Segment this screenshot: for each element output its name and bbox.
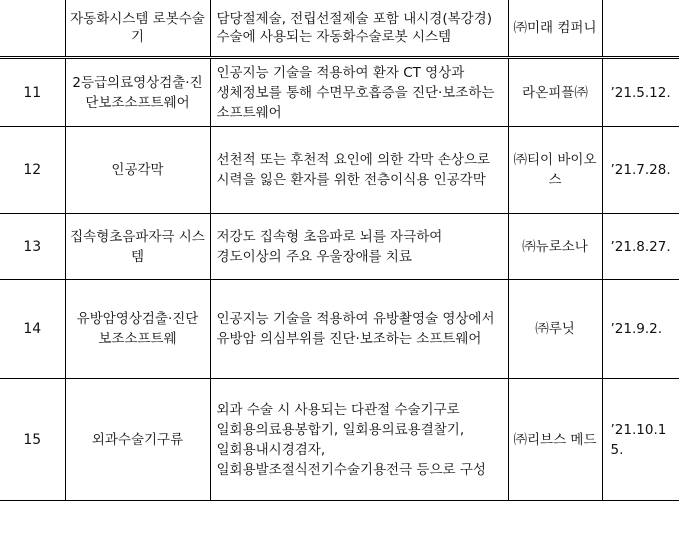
cell-desc: 저강도 집속형 초음파로 뇌를 자극하여 경도이상의 주요 우울장애를 치료	[210, 214, 508, 280]
cell-desc: 선천적 또는 후천적 요인에 의한 각막 손상으로 시력을 잃은 환자를 위한 전층이식용 인공각막	[210, 127, 508, 214]
cell-company: ㈜티이 바이오스	[508, 127, 602, 214]
cell-date: ’21.9.2.	[602, 280, 679, 379]
table-row	[0, 379, 679, 501]
table-row	[0, 58, 679, 127]
cell-desc: 외과 수술 시 사용되는 다관절 수술기구로 일회용의료용봉합기, 일회용의료용결찰기, 일회용내시경겸자, 일회용발조절식전기수술기용전극 등으로 구성	[210, 379, 508, 501]
cell-company: 라온피플㈜	[508, 58, 602, 127]
cell-date: ’21.5.12.	[602, 58, 679, 127]
cell-name: 2등급의료영상검출·진단보조소프트웨어	[65, 58, 210, 127]
cell-no: 14	[0, 280, 65, 379]
cell-desc: 인공지능 기술을 적용하여 환자 CT 영상과 생체정보를 통해 수면무호흡증을 진단·보조하는 소프트웨어	[210, 58, 508, 127]
cell-name: 자동화시스템 로봇수술기	[65, 0, 210, 58]
cell-name: 외과수술기구류	[65, 379, 210, 501]
table-row	[0, 214, 679, 280]
cell-date	[602, 0, 679, 58]
cell-company: ㈜미래 컴퍼니	[508, 0, 602, 58]
cell-desc: 담당절제술, 전립선절제술 포함 내시경(복강경) 수술에 사용되는 자동화수술로봇 시스템	[210, 0, 508, 58]
cell-name: 집속형초음파자극 시스템	[65, 214, 210, 280]
table-row	[0, 280, 679, 379]
cell-no: 15	[0, 379, 65, 501]
table-row	[0, 127, 679, 214]
cell-company: ㈜루닛	[508, 280, 602, 379]
cell-date: ’21.7.28.	[602, 127, 679, 214]
cell-no	[0, 0, 65, 58]
cell-company: ㈜뉴로소나	[508, 214, 602, 280]
table-row-continuation	[0, 0, 679, 58]
cell-no: 13	[0, 214, 65, 280]
cell-desc: 인공지능 기술을 적용하여 유방촬영술 영상에서 유방암 의심부위를 진단·보조하는 소프트웨어	[210, 280, 508, 379]
cell-name: 유방암영상검출·진단 보조소프트웨	[65, 280, 210, 379]
cell-company: ㈜리브스 메드	[508, 379, 602, 501]
cell-no: 12	[0, 127, 65, 214]
cell-date: ’21.8.27.	[602, 214, 679, 280]
cell-date: ’21.10.15.	[602, 379, 679, 501]
cell-name: 인공각막	[65, 127, 210, 214]
cell-no: 11	[0, 58, 65, 127]
